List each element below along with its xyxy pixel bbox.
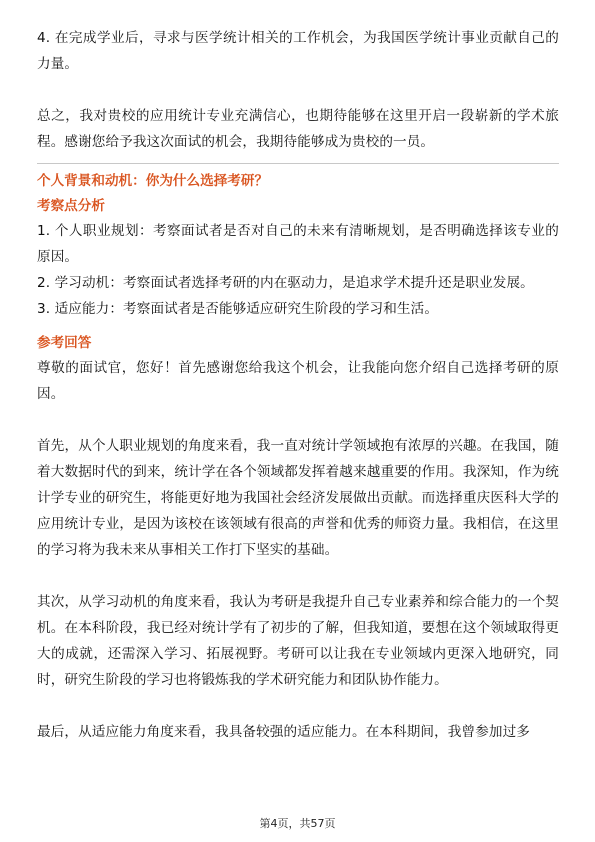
answer-heading: 参考回答 [37,335,92,351]
section-divider [37,163,559,164]
answer-paragraph-3: 其次，从学习动机的角度来看，我认为考研是我提升自己专业素养和综合能力的一个契机。在本科阶段，我已经对统计学有了初步的了解，但我知道，要想在这个领域取得更大的成就，还需深入学习、拓展视野。考研可以让我在专业领域内更深入地研究，同时，研究生阶段的学习也将锻炼我的学术研究能力和团队协作能力。 [37,594,559,688]
analysis-item-3: 3. 适应能力：考察面试者是否能够适应研究生阶段的学习和生活。 [37,301,439,317]
answer-paragraph-1: 尊敬的面试官，您好！首先感谢您给我这个机会，让我能向您介绍自己选择考研的原因。 [37,360,559,402]
analysis-item-2: 2. 学习动机：考察面试者选择考研的内在驱动力，是追求学术提升还是职业发展。 [37,275,534,291]
answer-paragraph-4: 最后，从适应能力角度来看，我具备较强的适应能力。在本科期间，我曾参加过多 [37,724,530,740]
page-footer: 第4页，共57页 [259,817,336,830]
answer-paragraph-2: 首先，从个人职业规划的角度来看，我一直对统计学领域抱有浓厚的兴趣。在我国，随着大数据时代的到来，统计学在各个领域都发挥着越来越重要的作用。我深知，作为统计学专业的研究生，将能更好地为我国社会经济发展做出贡献。而选择重庆医科大学的应用统计专业，是因为该校在该领域有很高的声誉和优秀的师资力量。我相信，在这里的学习将为我未来从事相关工作打下坚实的基础。 [37,438,559,558]
intro-paragraph-1: 4. 在完成学业后，寻求与医学统计相关的工作机会，为我国医学统计事业贡献自己的力量。 [37,30,559,72]
intro-paragraph-2: 总之，我对贵校的应用统计专业充满信心，也期待能够在这里开启一段崭新的学术旅程。感谢您给予我这次面试的机会，我期待能够成为贵校的一员。 [37,108,559,150]
analysis-item-1: 1. 个人职业规划：考察面试者是否对自己的未来有清晰规划，是否明确选择该专业的原因。 [37,223,559,265]
question-heading: 个人背景和动机：你为什么选择考研？ [37,173,269,189]
page-content [37,25,559,745]
analysis-heading: 考察点分析 [37,198,105,214]
